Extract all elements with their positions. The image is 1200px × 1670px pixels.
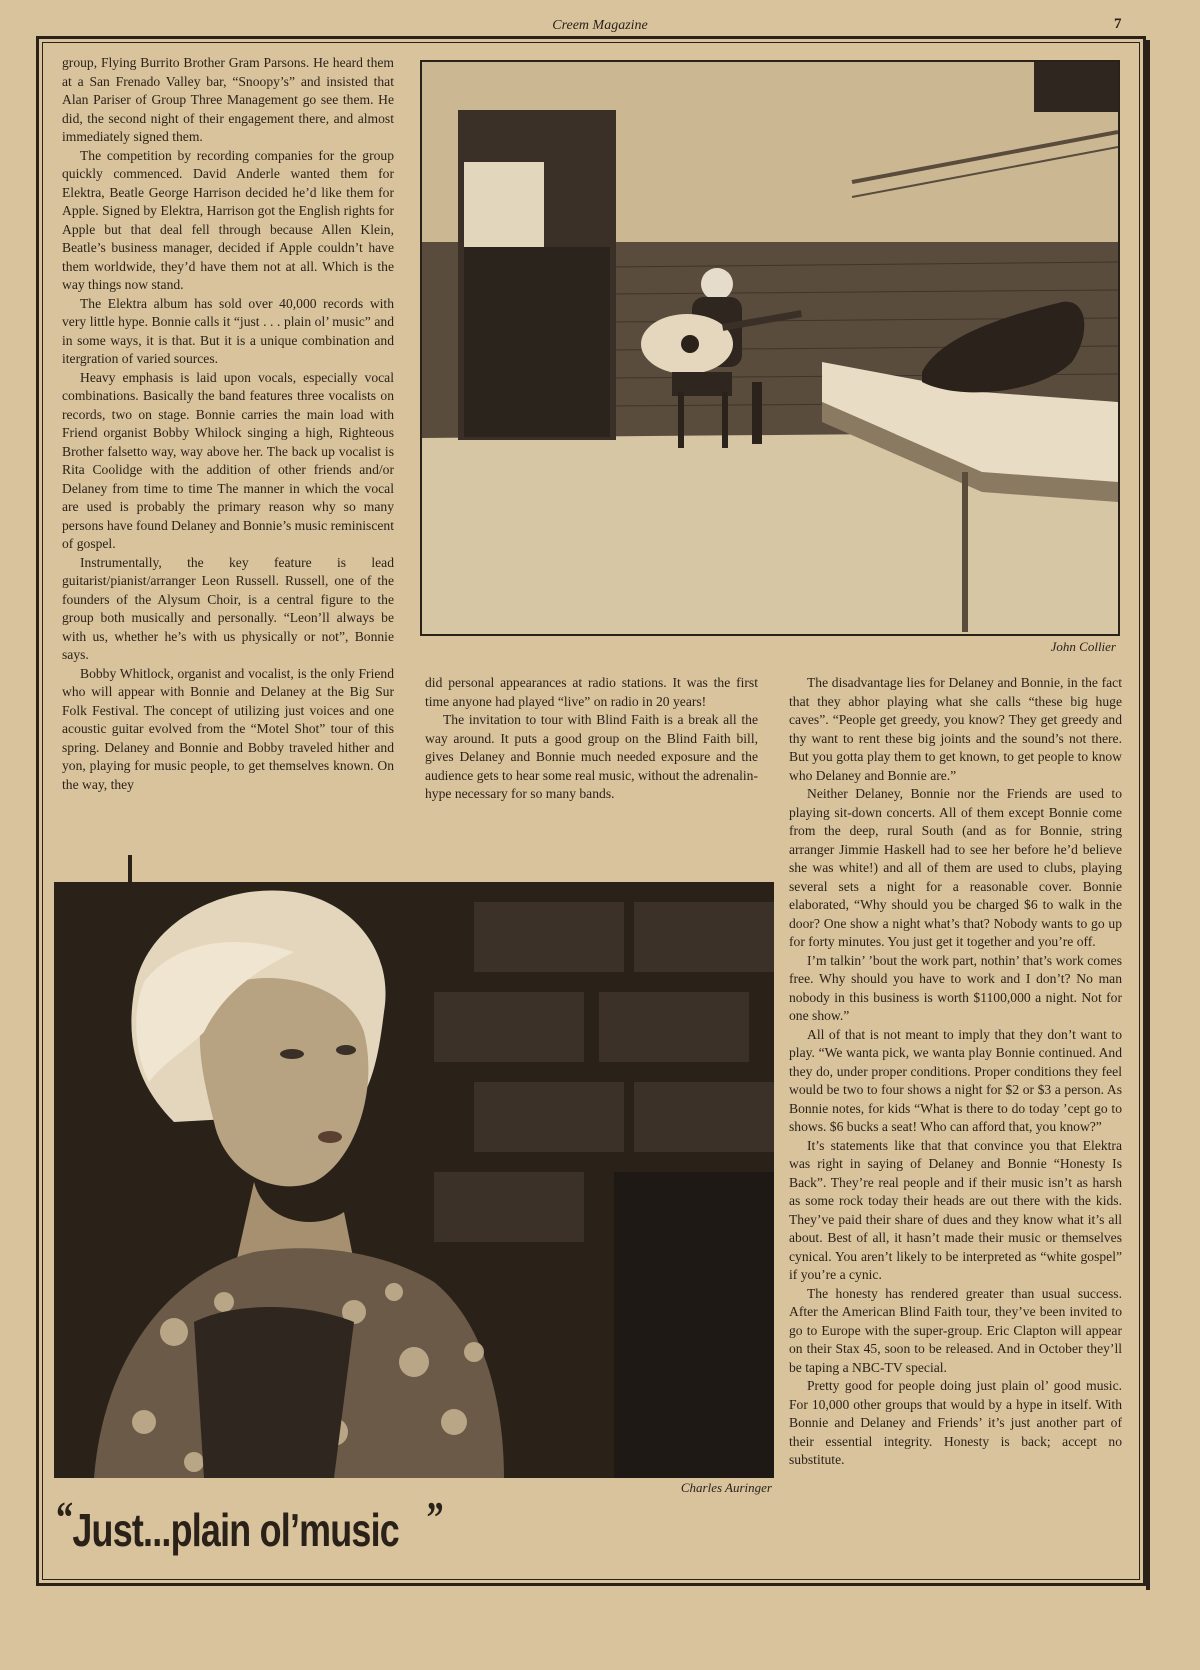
paragraph: group, Flying Burrito Brother Gram Parsons. He heard them at a San Frenado Valley bar, “Snoopy’s” and insisted that Alan Pariser of Group Three Management go see them. He did, the second night of their engagement there, and almost immediately signed them. [62,55,394,144]
paragraph: I’m talkin’ ’bout the work part, nothin’ that’s work comes free. Why should you have to work and I don’t? No man nobody in this business is worth $1100,000 a night. Not for one show.” [789,952,1122,1023]
registration-mark [128,855,132,885]
paragraph: did personal appearances at radio stations. It was the first time anyone had played “live” on radio in 20 years! [425,675,758,709]
article-column-1 [62,54,394,794]
paragraph: All of that is not meant to imply that they don’t want to play. “We wanta pick, we wanta play Bonnie continued. And they do, under proper conditions. Proper conditions they feel would be two to four shows a night for $2 or $3 a person. As Bonnie notes, for kids “What is there to do today ’cept go to shows. $6 bucks a seat! Who can afford that, you know?” [789,1026,1122,1134]
headline-close-quote: ” [426,1493,443,1542]
paragraph: Pretty good for people doing just plain ol’ good music. For 10,000 other groups that would by a hype in itself. With Bonnie and Delaney and Friends’ it’s just another part of their essential integrity. Honesty is back; accept no substitute. [789,1378,1122,1467]
photo-credit-bottom: Charles Auringer [680,1480,772,1495]
photo-guitarist [420,60,1120,636]
headline [56,1490,443,1570]
page-number: 7 [1114,16,1122,32]
magazine-title: Creem Magazine [552,18,648,33]
photo-guitarist-image [422,62,1118,634]
paragraph: It’s statements like that that convince you that Elektra was right in saying of Delaney and Bonnie “Honesty Is Back”. They’re real people and if their music isn’t as harsh as some rock today their heads are out there with the kids. They’ve paid their share of dues and they know what it’s all about. Best of all, it hasn’t made their music or themselves cynical. You aren’t likely to be interpreted as “white gospel” if you’re a cynic. [789,1137,1122,1282]
page-border-shadow [1146,40,1150,1590]
paragraph: The competition by recording companies for the group quickly commenced. David Anderle wanted them for Elektra, Beatle George Harrison decided he’d like them for Apple. Signed by Elektra, Harrison got the English rights for Apple but that deal fell through because Allen Klein, Beatle’s business manager, decided if Apple couldn’t have them worldwide, they’d have them not at all. Which is the way things now stand. [62,147,394,292]
headline-text: Just...plain ol’music [72,1504,399,1556]
paragraph: The invitation to tour with Blind Faith is a break all the way around. It puts a good group on the Blind Faith bill, gives Delaney and Bonnie much needed exposure and the audience gets to hear some real music, without the adrenalin-hype necessary for so many bands. [425,712,758,801]
photo-bonnie-portrait-image [54,882,774,1478]
paragraph: The Elektra album has sold over 40,000 records with very little hype. Bonnie calls it “just . . . plain ol’ music” and in some ways, it is that. But it is a unique combination and itergration of varied sources. [62,295,394,366]
paragraph: Neither Delaney, Bonnie nor the Friends are used to playing sit-down concerts. All of them except Bonnie come from the deep, rural South (and as for Bonnie, string arranger Jimmie Haskell had to see her before he’d believe she was white!) and all of them are used to clubs, playing several sets a night for a reasonable cover. Bonnie elaborated, “Why should you be charged $6 to walk in the door? One show a night what’s that? Nobody wants to go up for forty minutes. You just get it together and you’re off. [789,786,1122,949]
paragraph: The disadvantage lies for Delaney and Bonnie, in the fact that they abhor playing what she calls “these big huge caves”. “People get greedy, you know? They get greedy and thy want to rent these big joints and the sound’s not there. But you gotta play them to get known, to get people to know who Delaney and Bonnie are.” [789,675,1122,783]
article-column-3 [789,674,1122,1470]
paragraph: The honesty has rendered greater than usual success. After the American Blind Faith tour, they’ve been invited to go to Europe with the super-group. Eric Clapton will appear on their Stax 45, soon to be released. And in October they’ll be taping a NBC-TV special. [789,1285,1122,1375]
photo-bonnie-portrait [54,882,774,1478]
paragraph: Heavy emphasis is laid upon vocals, especially vocal combinations. Basically the band features three vocalists on records, two on stage. Bonnie carries the main load with Friend organist Bobby Whilock singing a high, Righteous Brother falsetto way, way above her. The back up vocalist is Rita Coolidge with the addition of other friends and/or Delaney from time to time The manner in which the vocal are used is probably the primary reason why so many persons have found Delaney and Bonnie’s music reminiscent of gospel. [62,369,394,551]
paragraph: Bobby Whitlock, organist and vocalist, is the only Friend who will appear with Bonnie and Delaney at the Big Sur Folk Festival. The concept of utilizing just voices and one acoustic guitar evolved from the “Motel Shot” tour of this spring. Delaney and Bonnie and Bobby traveled hither and yon, playing for music people, to get themselves known. On the way, they [62,665,394,792]
headline-open-quote: “ [56,1493,73,1542]
paragraph: Instrumentally, the key feature is lead guitarist/pianist/arranger Leon Russell. Russell, one of the founders of the Alysum Choir, is a central figure to the group both musically and personally. “Leon’ll always be with us, whether he’s with us physically or not”, Bonnie says. [62,554,394,662]
article-column-2 [425,674,758,804]
page-header [0,14,1200,38]
photo-credit-top: John Collier [1050,639,1116,654]
